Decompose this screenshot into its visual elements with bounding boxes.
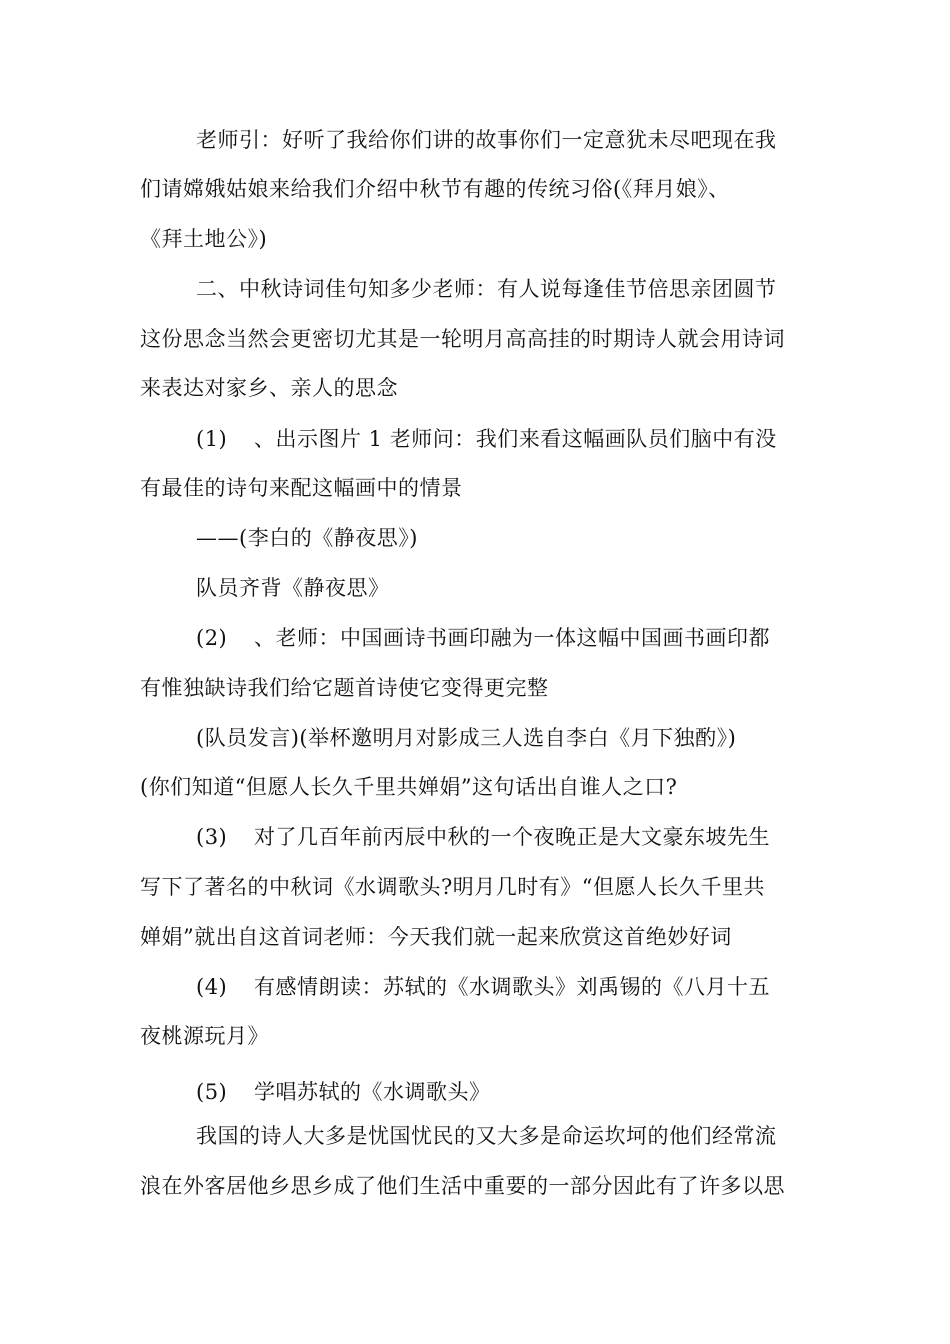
paragraph-line: 《拜土地公》) bbox=[140, 227, 268, 251]
paragraph-line: 们请嫦娥姑娘来给我们介绍中秋节有趣的传统习俗(《拜月娘》、 bbox=[140, 177, 730, 201]
list-item-2 bbox=[196, 623, 770, 653]
list-item-text: 学唱苏轼的《水调歌头》 bbox=[254, 1080, 491, 1104]
paragraph-line: 队员齐背《静夜思》 bbox=[196, 576, 390, 600]
paragraph-line: 这份思念当然会更密切尤其是一轮明月高高挂的时期诗人就会用诗词 bbox=[140, 327, 785, 351]
list-item-5 bbox=[196, 1077, 491, 1107]
paragraph-line: 老师引：好听了我给你们讲的故事你们一定意犹未尽吧现在我 bbox=[196, 128, 777, 152]
paragraph-line: 我国的诗人大多是忧国忧民的又大多是命运坎坷的他们经常流 bbox=[196, 1124, 777, 1148]
paragraph-line: (你们知道“但愿人长久千里共婵娟”这句话出自谁人之口? bbox=[140, 775, 678, 799]
list-number: (1) bbox=[196, 427, 228, 451]
list-number: (4) bbox=[196, 975, 228, 999]
paragraph-line: 来表达对家乡、亲人的思念 bbox=[140, 376, 398, 400]
list-item-text: 有感情朗读：苏轼的《水调歌头》刘禹锡的《八月十五 bbox=[254, 975, 770, 999]
paragraph-line: 有惟独缺诗我们给它题首诗使它变得更完整 bbox=[140, 676, 549, 700]
paragraph-line: 写下了著名的中秋词《水调歌头?明月几时有》“但愿人长久千里共 bbox=[140, 875, 765, 899]
list-item-3 bbox=[196, 822, 770, 852]
list-number: (5) bbox=[196, 1080, 228, 1104]
list-item-1 bbox=[196, 424, 777, 454]
list-item-4 bbox=[196, 972, 770, 1002]
list-item-text: 、出示图片 1 老师问：我们来看这幅画队员们脑中有没 bbox=[254, 427, 777, 451]
paragraph-line: ——(李白的《静夜思》) bbox=[196, 526, 418, 550]
paragraph-line: 浪在外客居他乡思乡成了他们生活中重要的一部分因此有了许多以思 bbox=[140, 1174, 785, 1198]
list-number: (3) bbox=[196, 825, 228, 849]
list-item-text: 、老师：中国画诗书画印融为一体这幅中国画书画印都 bbox=[254, 626, 770, 650]
paragraph-line: (队员发言)(举杯邀明月对影成三人选自李白《月下独酌》) bbox=[196, 726, 737, 750]
paragraph-line: 有最佳的诗句来配这幅画中的情景 bbox=[140, 476, 463, 500]
paragraph-line: 夜桃源玩月》 bbox=[140, 1024, 269, 1048]
list-number: (2) bbox=[196, 626, 228, 650]
section-heading-line: 二、中秋诗词佳句知多少老师：有人说每逢佳节倍思亲团圆节 bbox=[196, 277, 777, 301]
list-item-text: 对了几百年前丙辰中秋的一个夜晚正是大文豪东坡先生 bbox=[254, 825, 770, 849]
paragraph-line: 婵娟”就出自这首词老师：今天我们就一起来欣赏这首绝妙好词 bbox=[140, 925, 732, 949]
